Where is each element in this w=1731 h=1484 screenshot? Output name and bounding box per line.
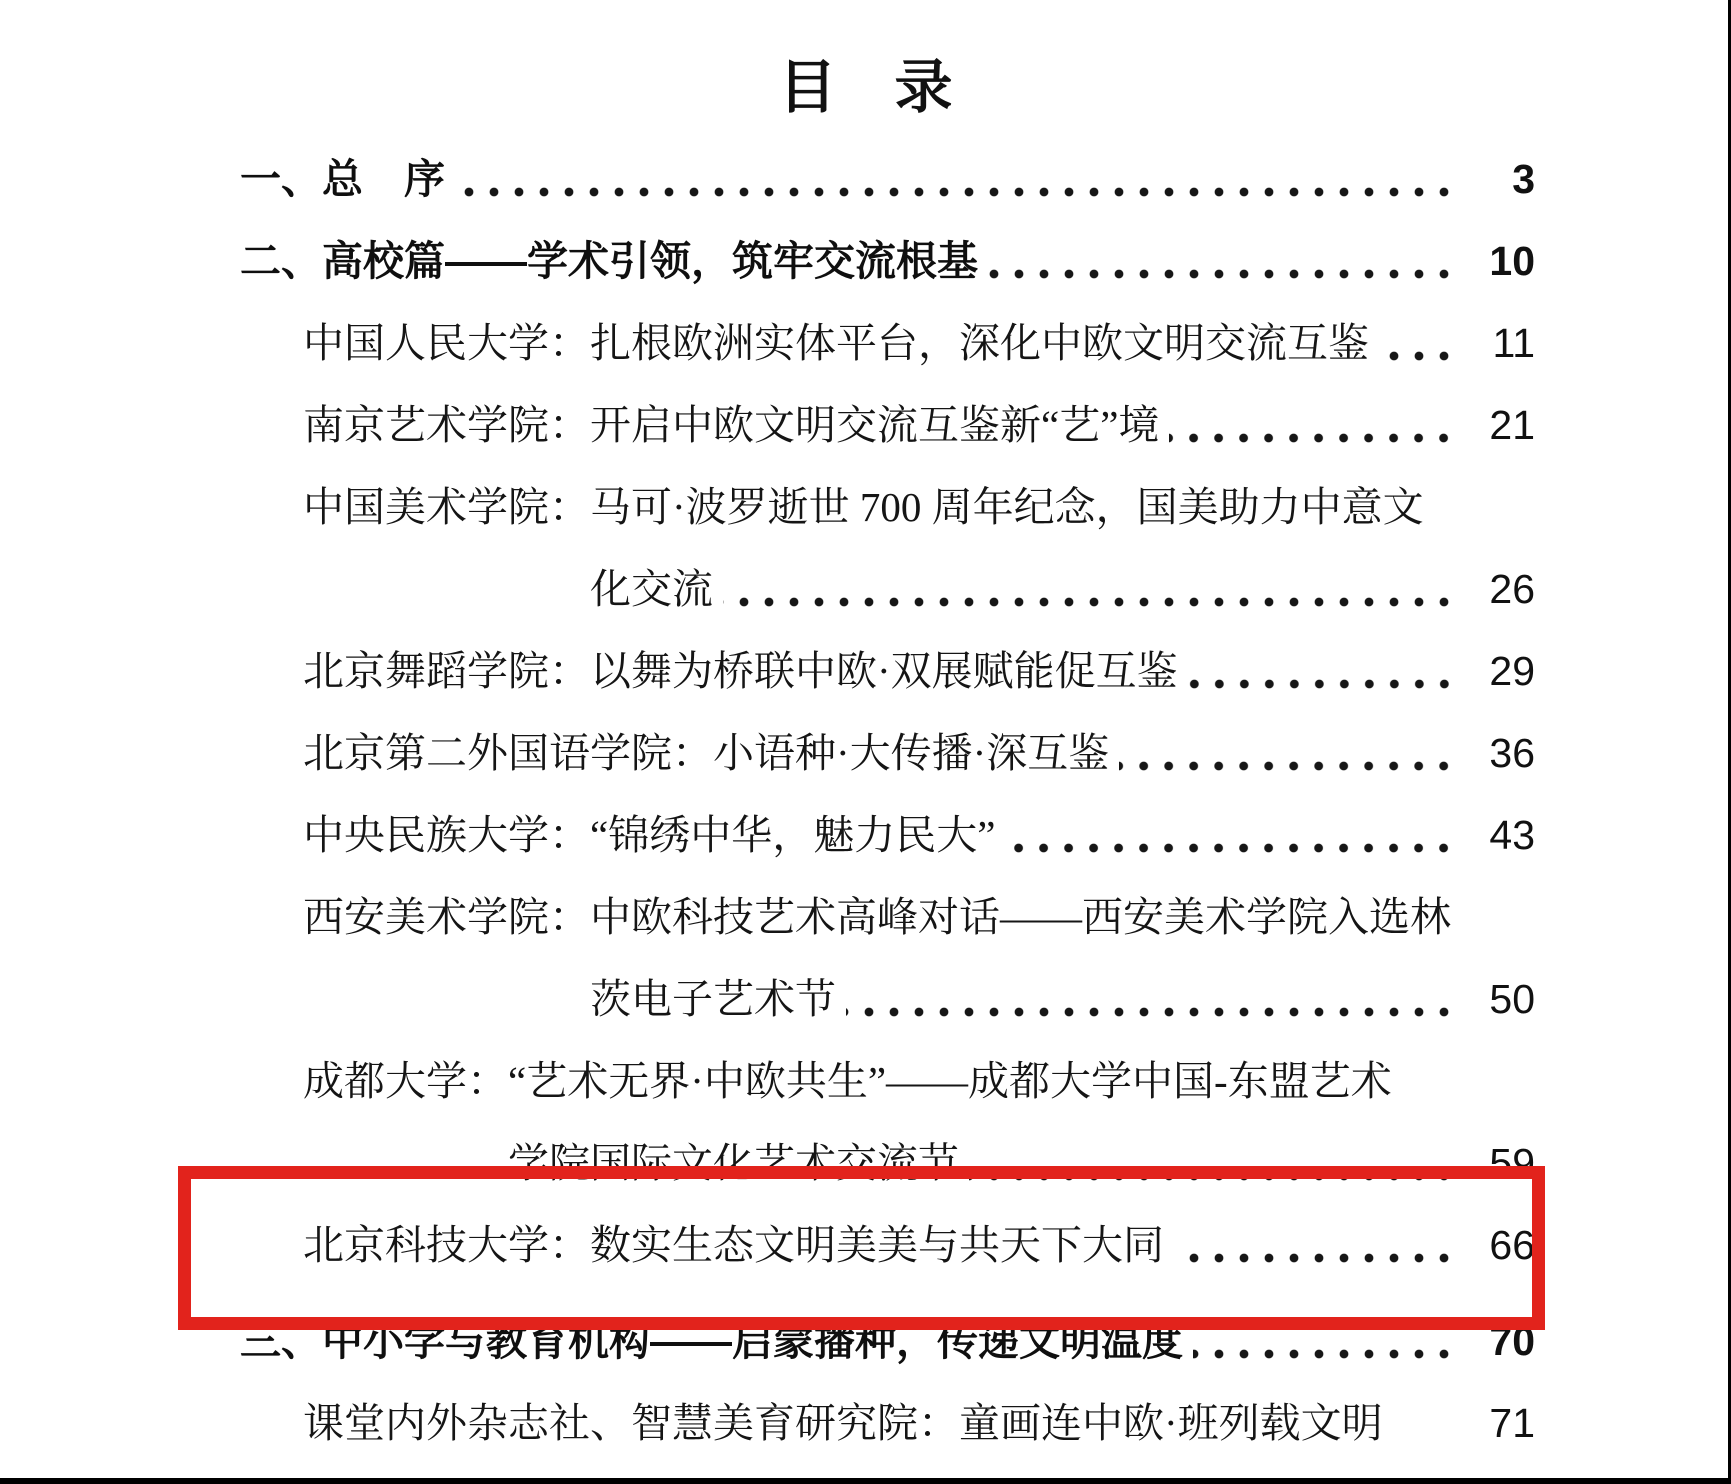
highlight-box — [178, 1166, 1545, 1330]
page-number: 29 — [1489, 648, 1535, 694]
toc-entry-text: 学院国际文化艺术交流节 — [508, 1140, 959, 1186]
toc-row[interactable] — [0, 1374, 1731, 1456]
page-number: 59 — [1489, 1140, 1535, 1186]
toc-row[interactable] — [0, 294, 1731, 376]
dot-leader — [1005, 842, 1463, 854]
page-number: 26 — [1489, 566, 1535, 612]
dot-leader — [1169, 432, 1463, 444]
toc-entry-text: 北京舞蹈学院：以舞为桥联中欧·双展赋能促互鉴 — [303, 648, 1178, 694]
toc-row[interactable] — [0, 130, 1731, 212]
toc-entry-text: 北京第二外国语学院：小语种·大传播·深互鉴 — [303, 730, 1110, 776]
page-edge-bottom — [0, 1478, 1731, 1484]
toc-entry-text: 中国人民大学：扎根欧洲实体平台，深化中欧文明交流互鉴 — [303, 320, 1369, 366]
dot-leader — [1193, 1348, 1463, 1360]
toc-row[interactable] — [0, 704, 1731, 786]
toc-entry-text: 北京科技大学：数实生态文明美美与共天下大同 — [303, 1222, 1164, 1268]
page-number: 11 — [1492, 320, 1535, 366]
toc-entry-text: 化交流 — [590, 566, 713, 612]
toc-row[interactable] — [0, 212, 1731, 294]
toc-row[interactable] — [0, 622, 1731, 704]
toc-entry-text: 中央民族大学：“锦绣中华，魅力民大” — [303, 812, 996, 858]
toc-entry-text: 茨电子艺术节 — [590, 976, 836, 1022]
toc-entry-text: 课堂内外杂志社、智慧美育研究院：童画连中欧·班列载文明 — [303, 1400, 1383, 1446]
toc-entry-text: 西安美术学院：中欧科技艺术高峰对话——西安美术学院入选林 — [303, 894, 1451, 940]
dot-leader — [723, 596, 1463, 608]
dot-leader — [988, 268, 1463, 280]
dot-leader — [1424, 516, 1477, 528]
toc-row[interactable] — [0, 786, 1731, 868]
page-number: 21 — [1489, 402, 1535, 448]
toc-entry-text: 三、中小学与教育机构——启蒙播种，传递文明温度 — [240, 1318, 1183, 1364]
page-title: 目 录 — [778, 55, 953, 120]
dot-leader — [1119, 760, 1463, 772]
dot-leader — [1383, 1432, 1477, 1444]
toc-row[interactable] — [0, 376, 1731, 458]
toc-row[interactable] — [0, 868, 1731, 950]
page-number: 66 — [1489, 1222, 1535, 1268]
toc-row[interactable] — [0, 540, 1731, 622]
toc-row[interactable] — [0, 1032, 1731, 1114]
page-number: 43 — [1489, 812, 1535, 858]
dot-leader — [1379, 350, 1463, 362]
dot-leader — [1451, 926, 1477, 938]
page-number: 3 — [1512, 156, 1535, 202]
toc-entry-text: 一、总 序 — [240, 156, 445, 202]
dot-leader — [1392, 1090, 1477, 1102]
page-number: 70 — [1489, 1318, 1535, 1364]
dot-leader — [455, 186, 1463, 198]
toc-entry-text: 中国美术学院：马可·波罗逝世 700 周年纪念，国美助力中意文 — [303, 484, 1424, 530]
toc-entry-text: 二、高校篇——学术引领，筑牢交流根基 — [240, 238, 978, 284]
toc-entry-text: 成都大学：“艺术无界·中欧共生”——成都大学中国-东盟艺术 — [303, 1058, 1392, 1104]
page-number: 50 — [1489, 976, 1535, 1022]
dot-leader — [846, 1006, 1463, 1018]
page-number: 36 — [1489, 730, 1535, 776]
toc-row[interactable] — [0, 950, 1731, 1032]
toc-entry-text: 南京艺术学院：开启中欧文明交流互鉴新“艺”境 — [303, 402, 1160, 448]
page-number: 71 — [1489, 1400, 1535, 1446]
dot-leader — [1188, 678, 1463, 690]
toc-row[interactable] — [0, 458, 1731, 540]
page-number: 10 — [1489, 238, 1535, 284]
